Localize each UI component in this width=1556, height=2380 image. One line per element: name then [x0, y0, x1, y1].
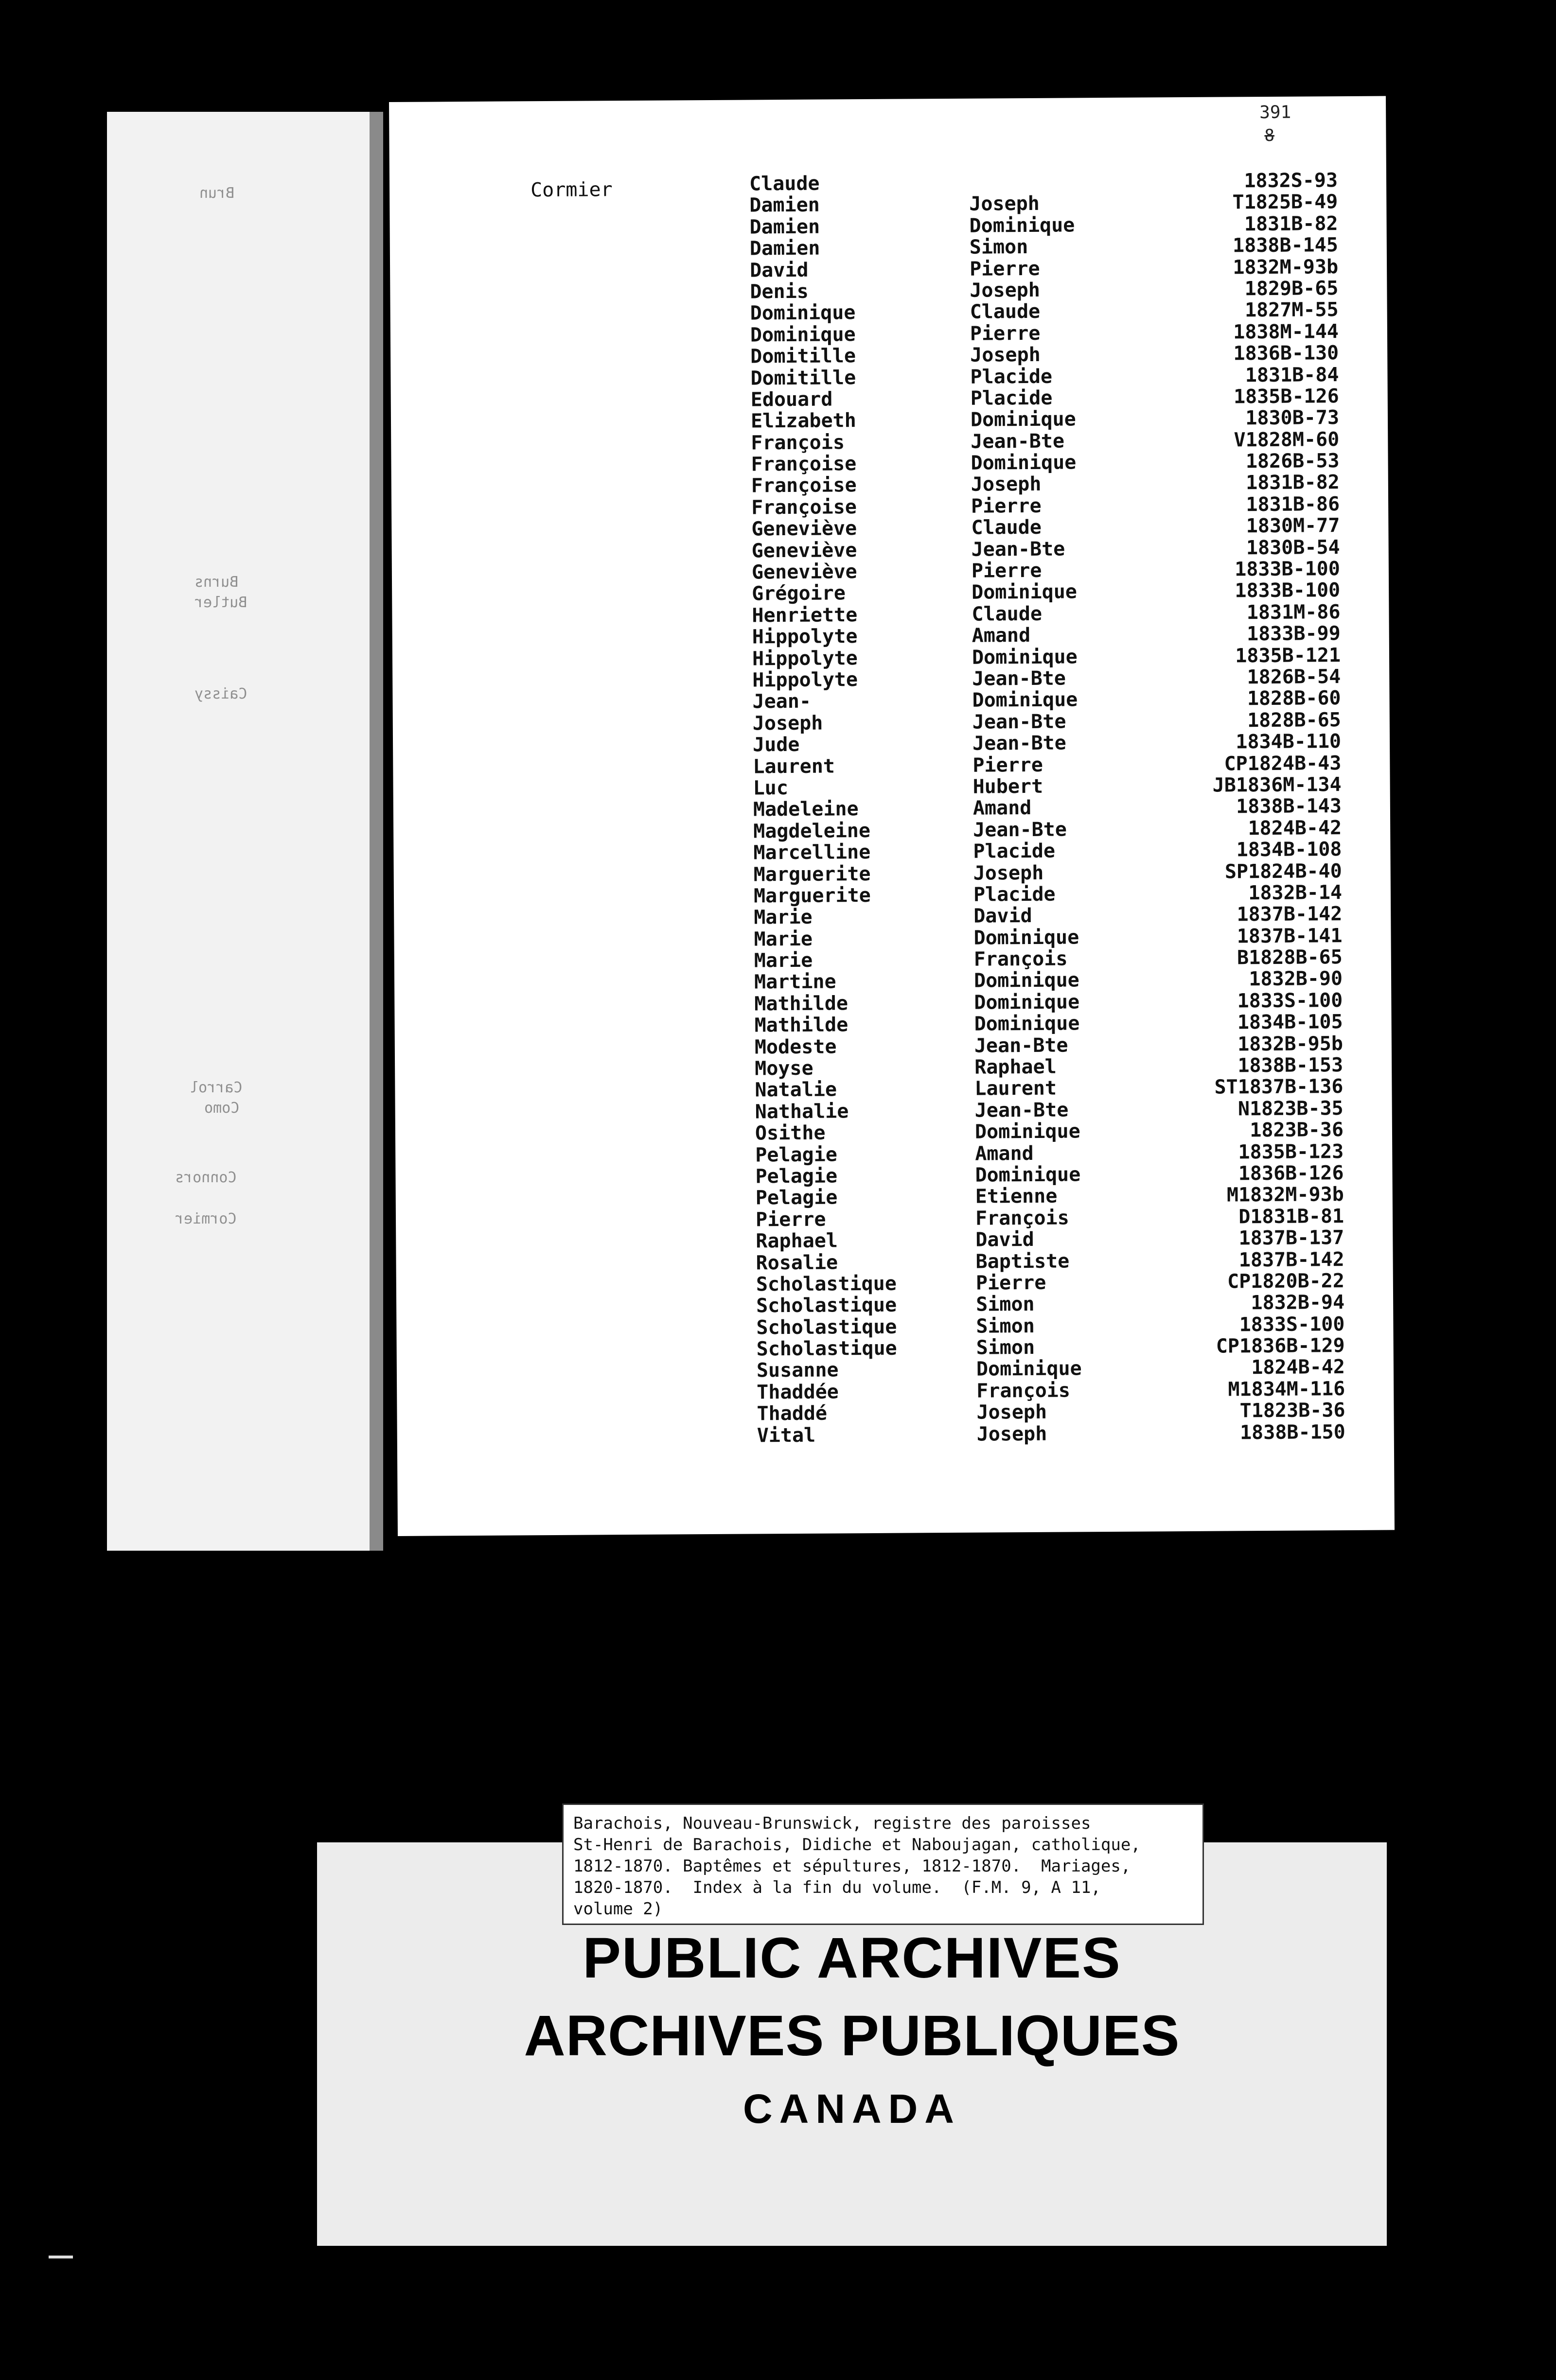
parent-name: Pierre [971, 494, 1042, 518]
given-name: Hippolyte [752, 647, 858, 670]
given-name: Susanne [756, 1359, 839, 1382]
register-ref: 1838B-143 [1236, 795, 1342, 818]
parent-name: Simon [976, 1336, 1035, 1359]
given-name: Mathilde [754, 992, 849, 1015]
parent-name: Pierre [970, 322, 1041, 345]
parent-name: Dominique [972, 688, 1078, 712]
register-ref: 1831B-82 [1246, 471, 1340, 494]
register-ref: SP1824B-40 [1224, 859, 1342, 883]
parent-name: Joseph [973, 861, 1044, 885]
given-name: Nathalie [755, 1100, 849, 1123]
given-name: Geneviève [751, 560, 857, 584]
ghost-text: Carrol [190, 1079, 243, 1096]
parent-name: Amand [972, 624, 1031, 647]
given-name: Scholastique [756, 1337, 897, 1361]
given-name: Marie [754, 906, 813, 929]
register-ref: 1831B-86 [1246, 492, 1340, 516]
given-name: Osithe [755, 1121, 826, 1145]
ghost-text: Burns [194, 574, 239, 591]
given-name: Marie [754, 949, 813, 972]
given-name: Natalie [755, 1078, 837, 1102]
register-ref: 1832B-94 [1251, 1291, 1345, 1314]
index-page [389, 96, 1395, 1536]
parent-name: Dominique [971, 451, 1077, 474]
given-name: Domitille [750, 366, 856, 389]
register-ref: 1836B-130 [1233, 342, 1339, 365]
ghost-text: Cormier [175, 1210, 237, 1227]
register-ref: 1833S-100 [1237, 989, 1343, 1013]
register-ref: 1833B-100 [1235, 579, 1341, 602]
register-ref: 1837B-142 [1237, 903, 1343, 926]
given-name: Marguerite [753, 884, 871, 908]
given-name: Claude [749, 172, 820, 195]
register-ref: CP1836B-129 [1216, 1334, 1345, 1358]
register-ref: 1830M-77 [1246, 514, 1340, 538]
parent-name: Pierre [969, 257, 1040, 280]
register-ref: T1825B-49 [1232, 191, 1338, 214]
register-ref: 1832B-95b [1237, 1032, 1344, 1056]
given-name: Thaddée [757, 1381, 839, 1404]
parent-name: Simon [969, 236, 1028, 259]
parent-name: Joseph [976, 1422, 1047, 1446]
register-ref: 1828B-60 [1247, 687, 1341, 710]
register-ref: 1831B-84 [1245, 363, 1339, 386]
given-name: Mathilde [754, 1014, 849, 1037]
register-ref: 1823B-36 [1250, 1119, 1344, 1142]
given-name: Pierre [755, 1208, 826, 1231]
register-ref: 1831M-86 [1246, 600, 1341, 624]
given-name: Luc [753, 776, 789, 800]
parent-name: Jean-Bte [971, 538, 1065, 561]
given-name: Marguerite [753, 862, 871, 886]
parent-name: Dominique [970, 408, 1076, 432]
register-ref: 1836B-126 [1238, 1162, 1344, 1185]
given-name: Françoise [751, 474, 857, 497]
register-ref: 1832B-14 [1248, 881, 1343, 905]
given-name: Denis [750, 280, 809, 303]
parent-name: Raphael [974, 1055, 1057, 1079]
register-ref: 1829B-65 [1244, 277, 1339, 300]
register-ref: 1833S-100 [1239, 1312, 1345, 1336]
parent-name: Placide [970, 365, 1053, 388]
given-name: Domitille [750, 345, 856, 368]
given-name: Thaddé [757, 1402, 828, 1425]
given-name: Dominique [750, 323, 856, 347]
register-ref: 1838B-145 [1232, 234, 1338, 257]
register-ref: 1824B-42 [1251, 1356, 1345, 1379]
parent-name: Placide [970, 386, 1053, 410]
parent-name: Etienne [975, 1185, 1058, 1208]
page-number: 391 [1259, 102, 1291, 123]
register-ref: 1837B-141 [1237, 924, 1343, 948]
given-name: David [749, 259, 809, 282]
given-name: Geneviève [751, 517, 857, 541]
given-name: Damien [749, 237, 820, 260]
parent-name: Simon [975, 1293, 1035, 1316]
given-name: Geneviève [751, 539, 857, 562]
parent-name: Pierre [975, 1271, 1046, 1295]
parent-name: Dominique [973, 969, 1079, 993]
register-ref: M1834M-116 [1228, 1377, 1345, 1401]
register-ref: 1837B-137 [1238, 1226, 1344, 1250]
given-name: Pelagie [755, 1186, 838, 1209]
parent-name: Jean-Bte [972, 732, 1066, 755]
given-name: Elizabeth [750, 409, 856, 433]
parent-name: Dominique [974, 1012, 1080, 1035]
given-name: Scholastique [756, 1272, 897, 1296]
parent-name: Joseph [969, 192, 1040, 216]
binding-gutter [370, 112, 383, 1551]
register-ref: B1828B-65 [1237, 946, 1343, 969]
parent-name: Claude [970, 300, 1041, 324]
register-ref: 1831B-82 [1244, 212, 1338, 236]
given-name: Scholastique [756, 1294, 897, 1317]
register-ref: 1832S-93 [1244, 169, 1338, 192]
given-name: Jean- [752, 690, 812, 713]
parent-name: Jean-Bte [974, 1034, 1068, 1057]
parent-name: Joseph [970, 343, 1041, 367]
given-name: Magdeleine [753, 819, 871, 843]
given-name: Dominique [750, 301, 856, 325]
parent-name: Joseph [976, 1401, 1047, 1424]
given-name: Edouard [750, 388, 833, 411]
parent-name: David [973, 905, 1032, 928]
register-ref: CP1824B-43 [1224, 752, 1342, 775]
parent-name: Amand [975, 1142, 1034, 1165]
parent-name: François [973, 947, 1068, 971]
register-ref: 1828B-65 [1247, 708, 1341, 732]
given-name: Rosalie [756, 1251, 838, 1274]
register-ref: 1838B-153 [1238, 1054, 1344, 1077]
register-ref: 1834B-108 [1236, 838, 1342, 861]
register-ref: 1834B-105 [1237, 1011, 1343, 1034]
parent-name: Baptiste [975, 1250, 1070, 1273]
parent-name: Claude [972, 602, 1043, 626]
parent-name: Dominique [969, 214, 1075, 237]
given-name: Modeste [754, 1035, 837, 1059]
ghost-text: Caissy [194, 685, 248, 702]
register-ref: 1832B-90 [1249, 967, 1343, 991]
parent-name: Joseph [971, 473, 1042, 496]
parent-name: Placide [973, 840, 1056, 863]
parent-name: Laurent [974, 1077, 1057, 1101]
register-ref: D1831B-81 [1238, 1205, 1344, 1228]
parent-name: Dominique [972, 580, 1078, 604]
ghost-text: Connors [175, 1169, 237, 1186]
given-name: Grégoire [752, 582, 846, 605]
register-ref: 1832M-93b [1233, 255, 1339, 279]
parent-name: Pierre [972, 753, 1043, 777]
parent-name: Simon [976, 1314, 1035, 1338]
given-name: Joseph [752, 712, 823, 735]
ghost-text: Como [204, 1100, 240, 1117]
given-name: Hippolyte [752, 625, 858, 648]
register-ref: 1826B-54 [1247, 665, 1341, 689]
given-name: François [751, 431, 845, 455]
register-ref: 1824B-42 [1248, 816, 1342, 840]
register-ref: 1837B-142 [1238, 1248, 1344, 1271]
given-name: Damien [749, 215, 820, 239]
given-name: Françoise [751, 453, 857, 476]
register-ref: 1834B-110 [1236, 730, 1342, 753]
stamp-line-archives-publiques: ARCHIVES PUBLIQUES [524, 2004, 1180, 2068]
parent-name: Dominique [975, 1163, 1081, 1187]
given-name: Vital [757, 1424, 816, 1447]
register-ref: N1823B-35 [1238, 1097, 1344, 1120]
given-name: Martine [754, 970, 836, 994]
old-page-number: 8 [1264, 125, 1275, 146]
register-ref: 1838B-150 [1239, 1420, 1345, 1444]
register-ref: 1833B-100 [1235, 558, 1341, 581]
given-name: Marie [754, 928, 813, 951]
register-ref: 1830B-73 [1245, 406, 1340, 430]
register-ref: 1830B-54 [1246, 536, 1340, 559]
parent-name: Claude [971, 516, 1042, 539]
given-name: Pelagie [755, 1143, 837, 1167]
parent-name: Jean-Bte [972, 667, 1066, 690]
ghost-text: Butler [194, 594, 248, 611]
given-name: Scholastique [756, 1315, 897, 1339]
given-name: Raphael [756, 1229, 838, 1253]
parent-name: Joseph [970, 279, 1041, 302]
given-name: Henriette [752, 603, 858, 627]
surname-heading: Cormier [530, 178, 613, 202]
parent-name: Amand [972, 797, 1032, 820]
parent-name: David [975, 1228, 1034, 1251]
index-entries [749, 169, 1345, 1447]
given-name: Damien [749, 193, 820, 217]
parent-name: François [975, 1207, 1069, 1230]
description-slip: Barachois, Nouveau-Brunswick, registre des paroisses St-Henri de Barachois, Didiche et Naboujagan, catholique, 1812-1870. Baptêmes et sépultures, 1812-1870. Mariages, 1820-1870. Index à la fin du volume. (F.M. 9, A 11, volume 2) [562, 1803, 1204, 1925]
parent-name: Dominique [972, 645, 1078, 669]
register-ref: 1838M-144 [1233, 320, 1339, 344]
register-ref: 1835B-121 [1235, 644, 1341, 667]
register-ref: T1823B-36 [1239, 1399, 1345, 1422]
register-ref: ST1837B-136 [1214, 1075, 1344, 1099]
register-ref: CP1820B-22 [1227, 1269, 1344, 1293]
parent-name: Dominique [976, 1357, 1082, 1381]
parent-name: Jean-Bte [974, 1099, 1069, 1122]
parent-name: Jean-Bte [973, 818, 1067, 841]
register-ref: 1827M-55 [1244, 298, 1339, 322]
parent-name: Placide [973, 883, 1056, 906]
binding-strip [107, 112, 379, 1551]
given-name: Laurent [753, 754, 835, 778]
register-ref: 1833B-99 [1246, 622, 1341, 646]
parent-name: Dominique [974, 1120, 1080, 1143]
parent-name: Dominique [973, 926, 1079, 949]
given-name: Françoise [751, 495, 857, 519]
parent-name: Jean-Bte [972, 710, 1066, 734]
register-ref: V1828M-60 [1234, 428, 1340, 452]
given-name: Marcelline [753, 841, 871, 864]
stamp-line-public-archives: PUBLIC ARCHIVES [583, 1926, 1121, 1990]
stamp-line-canada: CANADA [743, 2086, 961, 2132]
register-ref: 1826B-53 [1245, 450, 1340, 473]
given-name: Hippolyte [752, 668, 858, 692]
register-ref: 1835B-126 [1233, 385, 1339, 408]
register-ref: M1832M-93b [1226, 1183, 1344, 1207]
film-mark [49, 2256, 73, 2258]
ghost-text: Brun [199, 185, 235, 202]
parent-name: Jean-Bte [971, 430, 1065, 453]
given-name: Madeleine [753, 798, 859, 821]
given-name: Pelagie [755, 1165, 838, 1188]
given-name: Jude [752, 734, 800, 756]
given-name: Moyse [755, 1057, 813, 1080]
register-ref: JB1836M-134 [1212, 773, 1342, 797]
parent-name: Pierre [971, 559, 1042, 582]
register-ref: 1835B-123 [1238, 1140, 1344, 1163]
parent-name: Dominique [974, 991, 1080, 1014]
parent-name: François [976, 1379, 1071, 1402]
parent-name: Hubert [972, 775, 1043, 798]
